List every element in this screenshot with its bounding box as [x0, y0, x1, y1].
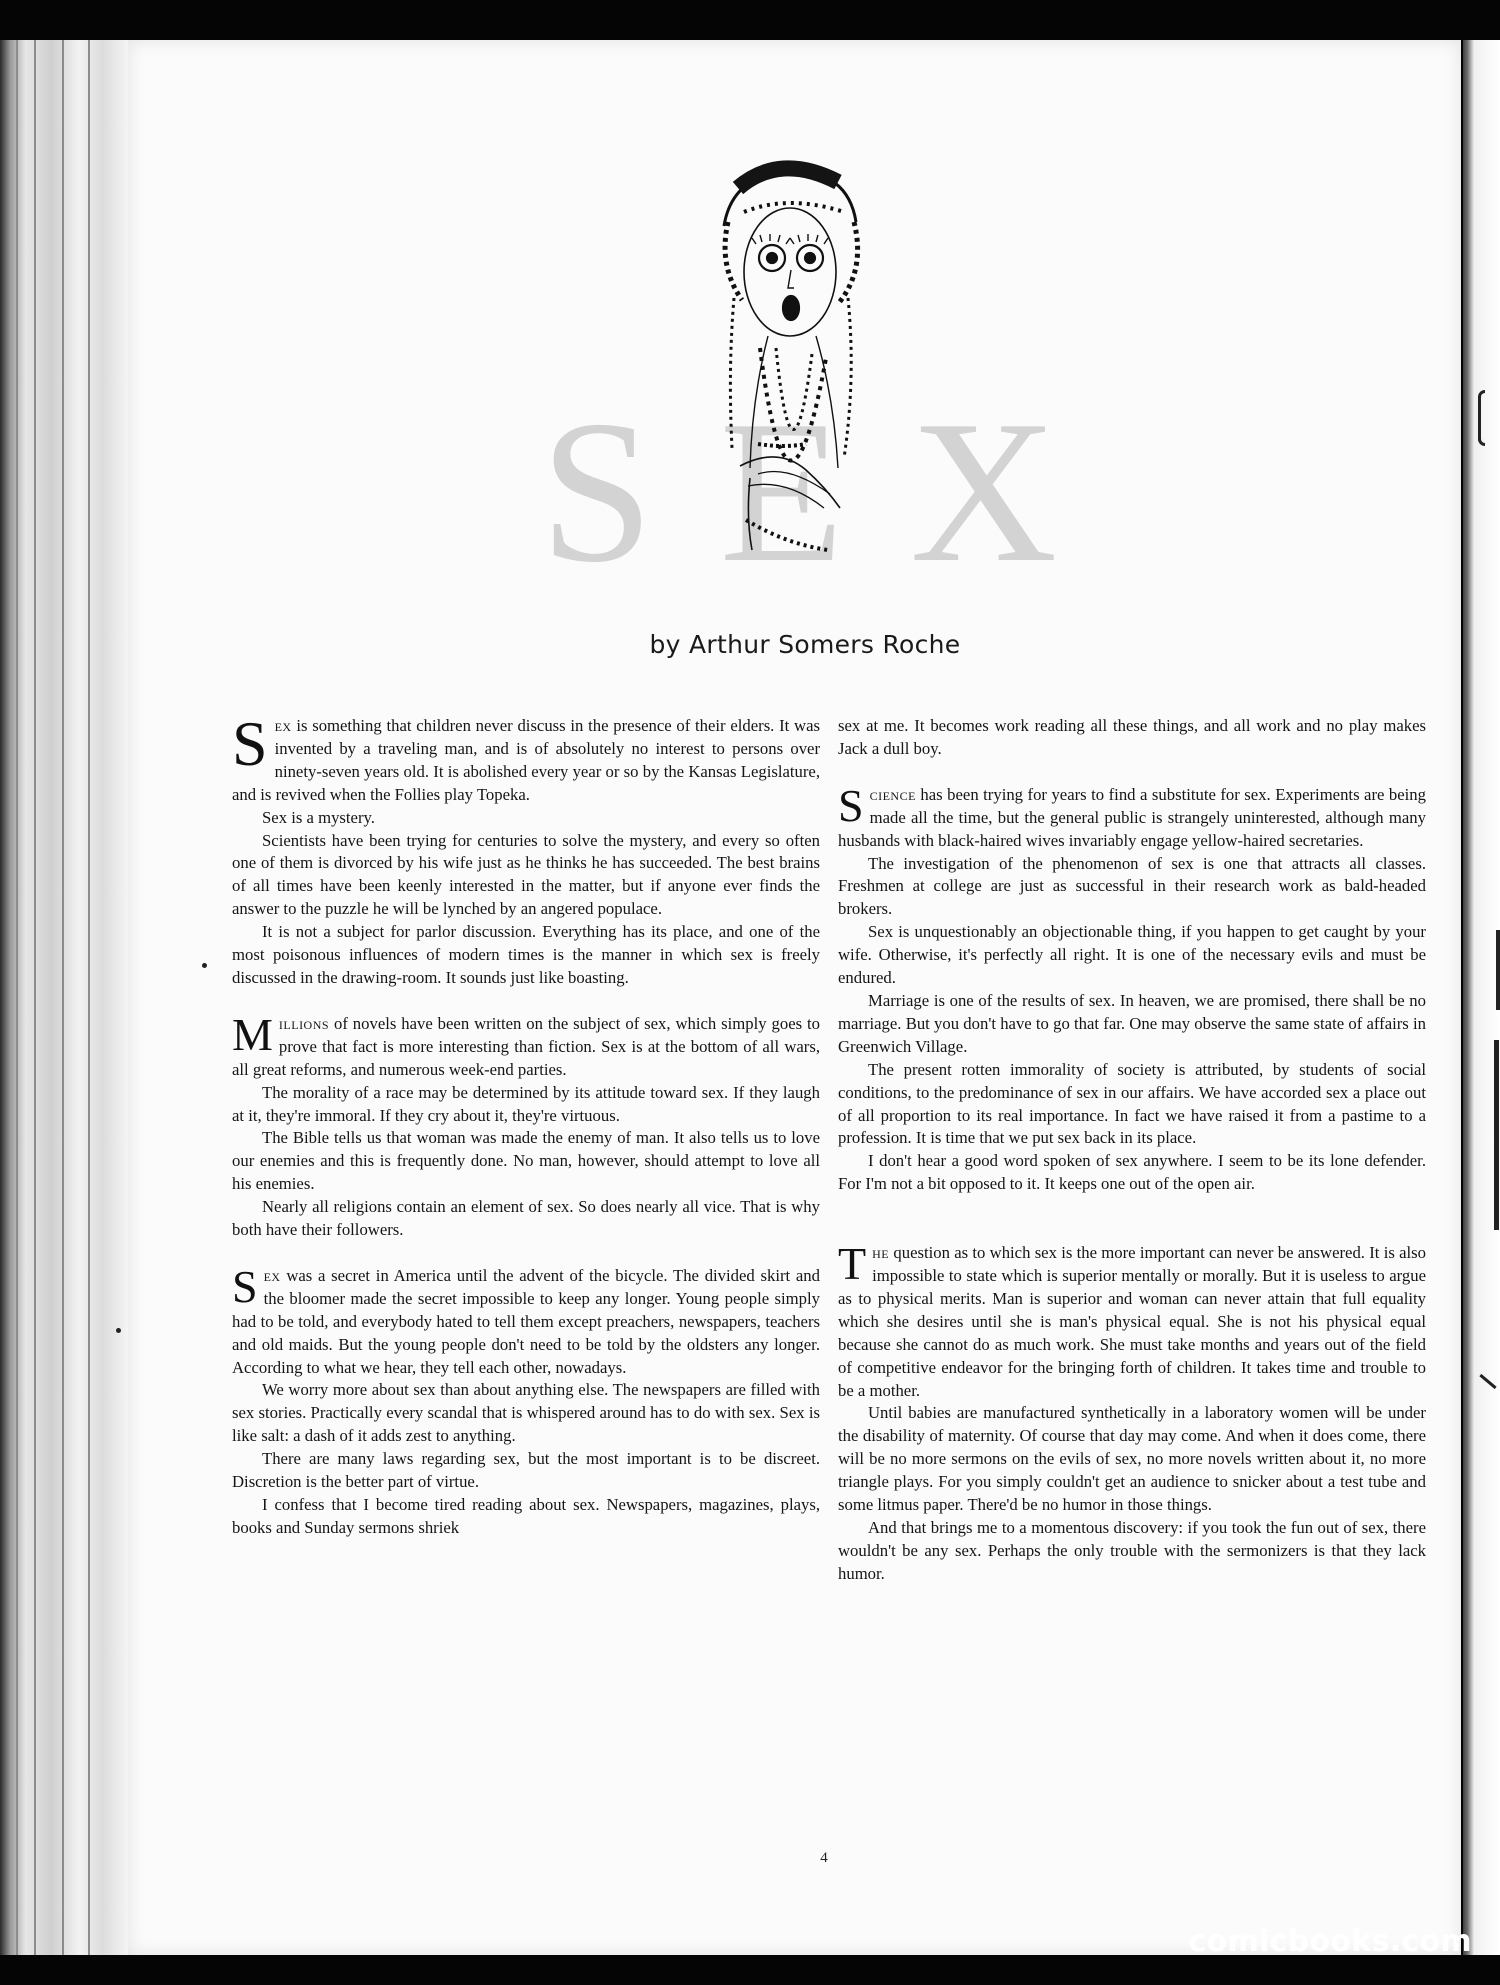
paragraph: sex at me. It becomes work reading all these things, and all work and no play makes Jack a dull boy.: [838, 716, 1426, 758]
next-page-edge: [1463, 40, 1500, 1955]
next-page-fragment: [1496, 930, 1500, 1010]
drop-cap: T: [838, 1238, 867, 1290]
drop-cap: S: [838, 779, 864, 831]
book-binding: [0, 40, 128, 1955]
margin-dot: [116, 1328, 121, 1333]
paragraph: Until babies are manufactured synthetically in a laboratory women will be under the disability of maternity. Of course that day may come. And when it does come, there will be no more sermons on the evils of sex, no more novels written about it, no more triangle plays. For you simply couldn't get an audience to snicker about a test tube and some litmus paper. There'd be no humor in those things.: [838, 1403, 1426, 1515]
paragraph: It is not a subject for parlor discussion. Everything has its place, and one of the most poisonous influences of modern times is the manner in which sex is freely discussed in the drawing-room. It sounds just like boasting.: [232, 922, 820, 987]
page-number: 4: [820, 1850, 828, 1866]
article-column-right: [838, 715, 1426, 1586]
paragraph: [232, 708, 820, 807]
article-title: SEX: [540, 379, 1124, 605]
paragraph: Nearly all religions contain an element of sex. So does nearly all vice. That is why both have their followers.: [232, 1197, 820, 1240]
paragraph-text: is something that children never discuss in the presence of their elders. It was invented by a traveling man, and is of absolutely no interest to persons over ninety-seven years old. It is abolished every year or so by the Kansas Legislature, and is revived when the Follies play Topeka.: [232, 716, 820, 804]
lead-word: illions: [278, 1013, 330, 1033]
section-break: [232, 1242, 820, 1265]
paragraph: [232, 1260, 820, 1380]
paragraph: The investigation of the phenomenon of sex is one that attracts all classes. Freshmen at college are just as successful in their research work as bald-headed brokers.: [838, 853, 1426, 919]
paragraph: And that brings me to a momentous discovery: if you took the fun out of sex, there wouldn't be any sex. Perhaps the only trouble with the sermonizers is that they lack humor.: [838, 1518, 1426, 1583]
binding-page-edge: [88, 40, 90, 1955]
paragraph: [838, 1238, 1426, 1402]
binding-page-edge: [16, 40, 18, 1955]
paragraph: [838, 779, 1426, 853]
next-page-fragment: [1478, 390, 1485, 446]
paragraph-text: of novels have been written on the subject of sex, which simply goes to prove that fact is more interesting than fiction. Sex is at the bottom of all wars, all great reforms, and numerous week-end parties.: [232, 1013, 820, 1079]
binding-page-edge: [34, 40, 36, 1955]
paragraph: I don't hear a good word spoken of sex anywhere. I seem to be its lone defender. For I'm not a bit opposed to it. It keeps one out of the open air.: [838, 1151, 1426, 1194]
article-column-left: [232, 708, 820, 1540]
paragraph-text: question as to which sex is the more important can never be answered. It is also impossible to state which is superior mentally or morally. But it is useless to argue as to physical merits. Man is superior and woman can never attain that full equality which she desires until she is man's physical equal. She is not his physical equal because she cannot do as much work. She must take months and years out of the field of competitive endeavor for the bringing forth of children. It takes time and trouble to be a mother.: [838, 1243, 1426, 1400]
paragraph-text: has been trying for years to find a substitute for sex. Experiments are being made all the time, but the general public is strangely uninterested, although many husbands with black-haired wives invariably engage yellow-haired secretaries.: [838, 784, 1426, 850]
byline: by Arthur Somers Roche: [649, 630, 961, 659]
section-break: [838, 761, 1426, 784]
lead-word: he: [872, 1243, 890, 1263]
drop-cap: M: [232, 1008, 273, 1060]
paragraph: The morality of a race may be determined by its attitude toward sex. If they laugh at it, they're immoral. If they cry about it, they're virtuous.: [232, 1082, 820, 1125]
paragraph: We worry more about sex than about anything else. The newspapers are filled with sex stories. Practically every scandal that is whispered around has to do with sex. Sex is like salt: a dash of it adds zest to anything.: [232, 1380, 820, 1446]
section-break: [838, 1196, 1426, 1219]
drop-cap: S: [232, 1260, 258, 1312]
paragraph: There are many laws regarding sex, but the most important is to be discreet. Discretion is the better part of virtue.: [232, 1449, 820, 1492]
paragraph-text: was a secret in America until the advent of the bicycle. The divided skirt and the bloomer made the secret impossible to keep any longer. Young people simply had to be told, and everybody hated to tell them except preachers, newspapers, teachers and old maids. But the young people don't need to be told by the oldsters any longer. According to what we hear, they tell each other, nowadays.: [232, 1265, 820, 1377]
paragraph: Scientists have been trying for centuries to solve the mystery, and every so often one of them is divorced by his wife just as he thinks he has succeeded. The best brains of all times have been keenly interested in the matter, but if anyone ever finds the answer to the puzzle he will be lynched by an angered populace.: [232, 830, 820, 919]
margin-dot: [202, 963, 207, 968]
paragraph: Sex is a mystery.: [262, 807, 375, 827]
paragraph: I confess that I become tired reading about sex. Newspapers, magazines, plays, books and Sunday sermons shriek: [232, 1495, 820, 1537]
lead-word: cience: [869, 784, 916, 804]
paragraph: The present rotten immorality of society is attributed, by students of social conditions, to the predominance of sex in our affairs. We have accorded sex a place out of all proportion to its real importance. In fact we have raised it from a pastime to a profession. It is time that we put sex back in its place.: [838, 1059, 1426, 1148]
next-page-fragment: [1494, 1040, 1499, 1230]
section-break: [838, 1219, 1426, 1242]
paragraph: Sex is unquestionably an objectionable thing, if you happen to get caught by your wife. Otherwise, it's perfectly all right. It is one of the necessary evils and must be endured.: [838, 922, 1426, 988]
lead-word: ex: [274, 716, 292, 735]
drop-cap: S: [232, 708, 268, 779]
lead-word: ex: [263, 1265, 281, 1285]
paragraph: [232, 1008, 820, 1082]
section-break: [232, 990, 820, 1013]
paragraph: The Bible tells us that woman was made the enemy of man. It also tells us to love our enemies and this is frequently done. No man, however, should attempt to love all his enemies.: [232, 1128, 820, 1194]
watermark: comicbooks.com: [1188, 1924, 1472, 1959]
flapper-woman-icon: [688, 148, 888, 566]
binding-page-edge: [62, 40, 64, 1955]
paragraph: Marriage is one of the results of sex. In heaven, we are promised, there shall be no marriage. But you don't have to go that far. One may observe the same state of affairs in Greenwich Village.: [838, 990, 1426, 1056]
